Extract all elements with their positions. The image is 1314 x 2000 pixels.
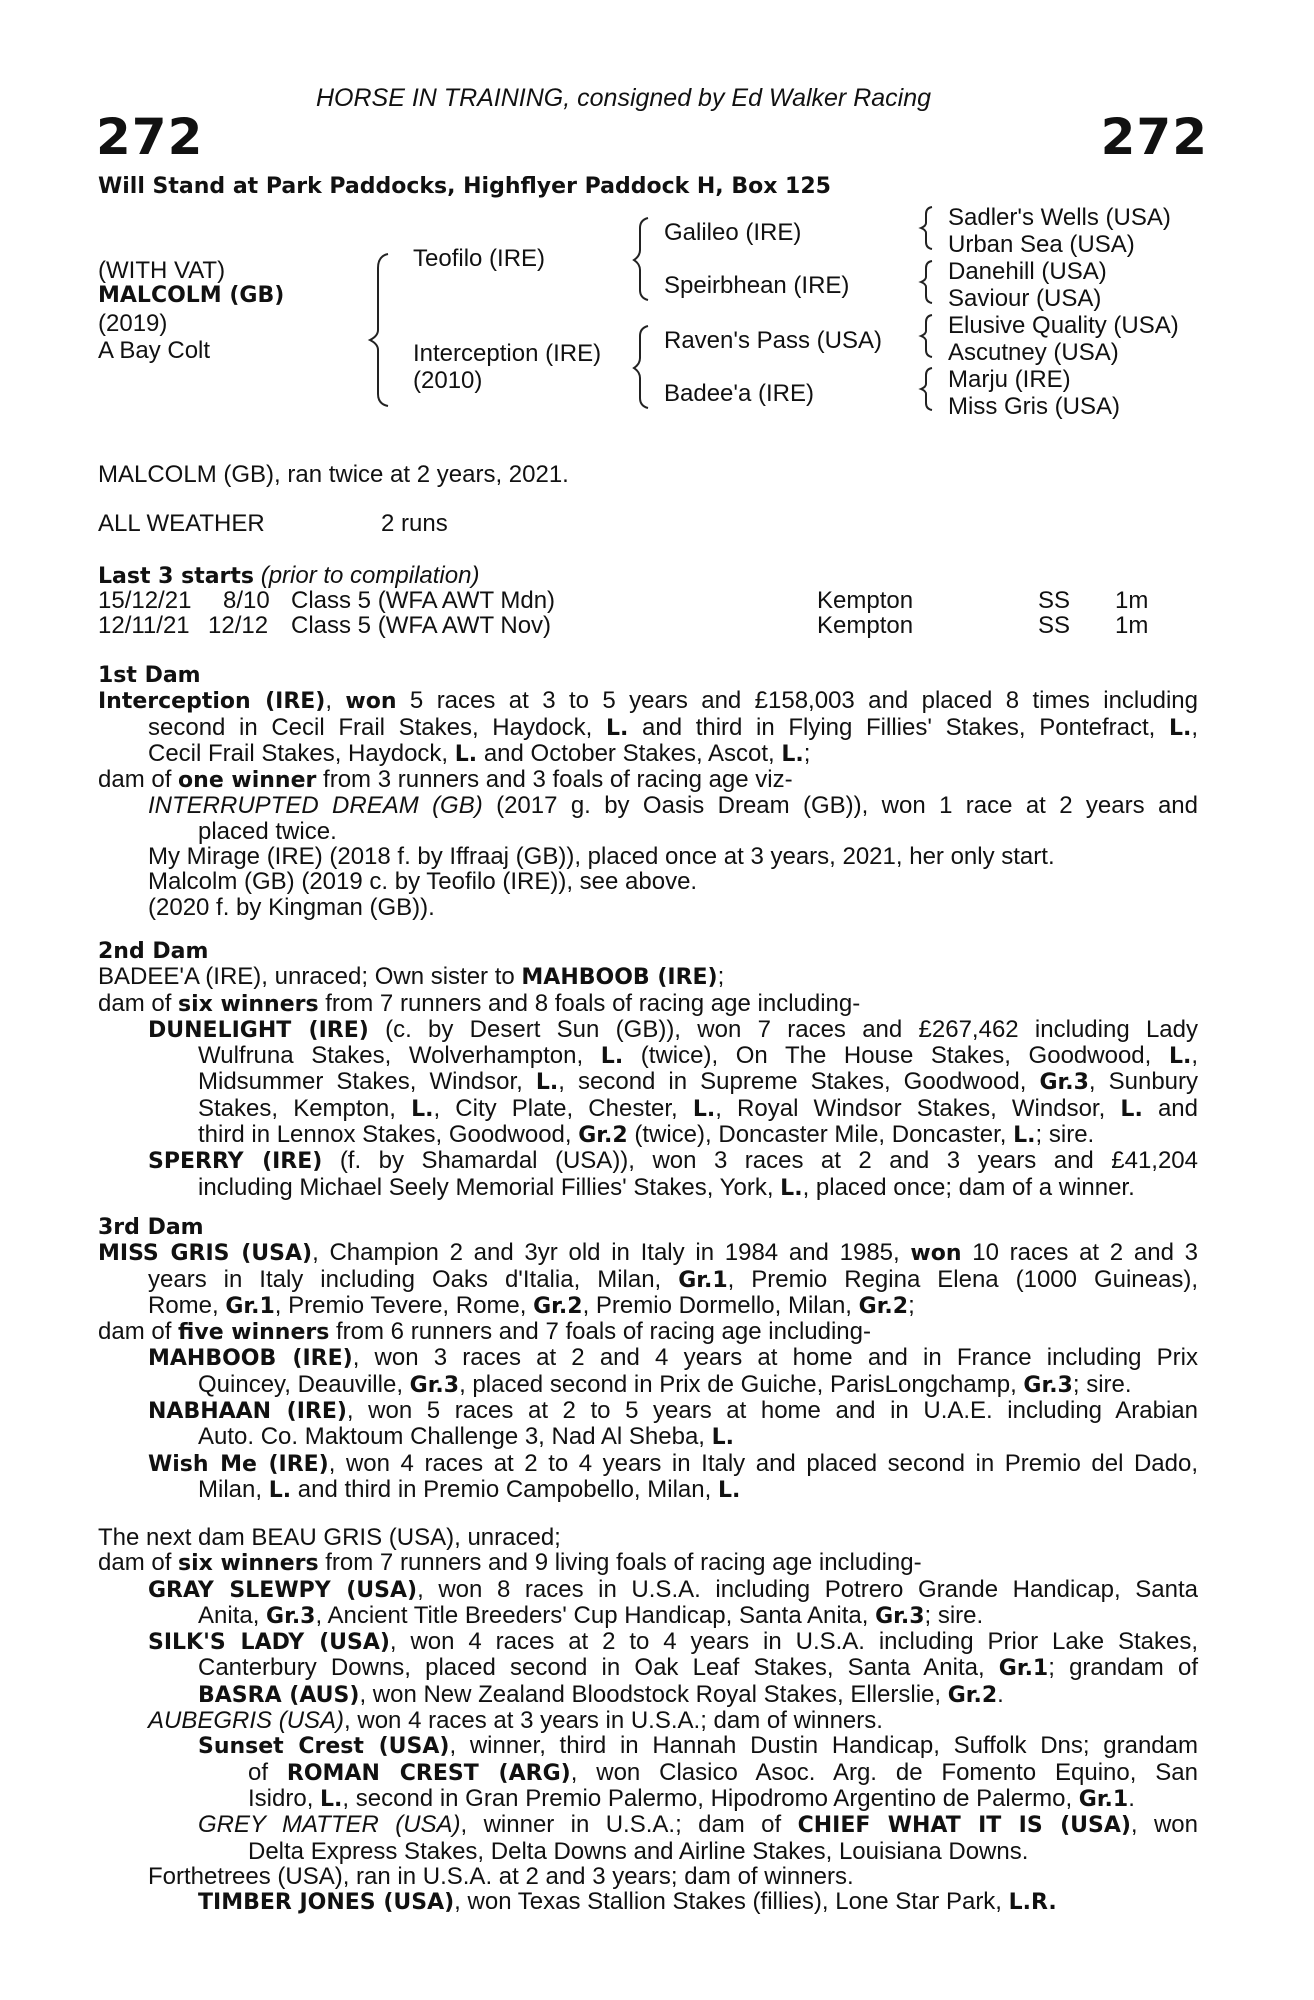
- dam-line: The next dam BEAU GRIS (USA), unraced;: [98, 1524, 561, 1551]
- dam-line: third in Lennox Stakes, Goodwood, Gr.2 (twice), Doncaster Mile, Doncaster, L.; sire.: [198, 1121, 1095, 1149]
- gen3-8: Miss Gris (USA): [948, 393, 1120, 420]
- horse-description: A Bay Colt: [98, 337, 211, 364]
- vat-note: (WITH VAT): [98, 257, 226, 284]
- dam-line: Interception (IRE), won 5 races at 3 to 5 years and £158,003 and placed 8 times including: [98, 687, 1198, 715]
- dam-dam: Badee'a (IRE): [664, 380, 814, 407]
- brace-gen2-sire: [634, 218, 648, 300]
- start-race: Class 5 (WFA AWT Mdn): [291, 587, 556, 614]
- dam-sire: Raven's Pass (USA): [664, 327, 882, 354]
- brace-gen1: [370, 254, 388, 406]
- dam-line: Malcolm (GB) (2019 c. by Teofilo (IRE)), see above.: [148, 868, 698, 896]
- brace-gen3-a: [921, 207, 932, 249]
- brace-gen3-b: [921, 261, 932, 303]
- dam-line: Quincey, Deauville, Gr.3, placed second in Prix de Guiche, ParisLongchamp, Gr.3; sire.: [198, 1370, 1132, 1398]
- dam-line: SPERRY (IRE) (f. by Shamardal (USA)), won 3 races at 2 and 3 years and £41,204: [148, 1147, 1198, 1175]
- dam-line: GREY MATTER (USA), winner in U.S.A.; dam of CHIEF WHAT IT IS (USA), won: [198, 1811, 1198, 1839]
- dam-line: TIMBER JONES (USA), won Texas Stallion Stakes (fillies), Lone Star Park, L.R.: [198, 1888, 1057, 1916]
- gen3-2: Urban Sea (USA): [948, 231, 1135, 258]
- horse-name: MALCOLM (GB): [98, 283, 285, 308]
- dam-line: NABHAAN (IRE), won 5 races at 2 to 5 years at home and in U.A.E. including Arabian: [148, 1397, 1198, 1425]
- dam-year: (2010): [413, 367, 483, 394]
- start-distance: 1m: [1115, 612, 1149, 639]
- dam-line: MISS GRIS (USA), Champion 2 and 3yr old in Italy in 1984 and 1985, won 10 races at 2 and 3: [98, 1239, 1198, 1267]
- section-heading: 2nd Dam: [98, 939, 209, 964]
- gen3-5: Elusive Quality (USA): [948, 312, 1179, 339]
- dam-line: AUBEGRIS (USA), won 4 races at 3 years in U.S.A.; dam of winners.: [148, 1707, 883, 1735]
- dam-line: Rome, Gr.1, Premio Tevere, Rome, Gr.2, Premio Dormello, Milan, Gr.2;: [148, 1291, 915, 1319]
- horse-year: (2019): [98, 310, 168, 337]
- third-dam-section: [98, 1214, 1198, 1503]
- dam-line: (2020 f. by Kingman (GB)).: [148, 893, 435, 921]
- dam-line: Stakes, Kempton, L., City Plate, Chester, L., Royal Windsor Stakes, Windsor, L. and: [198, 1094, 1199, 1122]
- gen3-1: Sadler's Wells (USA): [948, 204, 1171, 231]
- gen3-6: Ascutney (USA): [948, 339, 1119, 366]
- start-race: Class 5 (WFA AWT Nov): [291, 612, 552, 639]
- dam-line: Auto. Co. Maktoum Challenge 3, Nad Al Sheba, L.: [198, 1423, 735, 1451]
- start-position: 12/12: [208, 612, 269, 639]
- sire-name: Teofilo (IRE): [413, 245, 546, 272]
- dam-line: GRAY SLEWPY (USA), won 8 races in U.S.A. including Potrero Grande Handicap, Santa: [148, 1575, 1199, 1603]
- dam-line: years in Italy including Oaks d'Italia, Milan, Gr.1, Premio Regina Elena (1000 Guineas),: [148, 1265, 1198, 1293]
- dam-line: INTERRUPTED DREAM (GB) (2017 g. by Oasis Dream (GB)), won 1 race at 2 years and: [148, 792, 1199, 820]
- brace-gen3-c: [921, 315, 932, 357]
- start-date: 12/11/21: [98, 612, 190, 639]
- sire-sire: Galileo (IRE): [664, 219, 802, 246]
- start-course: Kempton: [817, 612, 914, 639]
- brace-gen2-dam: [634, 326, 648, 408]
- dam-line: Wulfruna Stakes, Wolverhampton, L. (twice), On The House Stakes, Goodwood, L.,: [198, 1042, 1198, 1070]
- dam-line: Milan, L. and third in Premio Campobello, Milan, L.: [198, 1475, 741, 1503]
- gen3-7: Marju (IRE): [948, 366, 1071, 393]
- dam-line: Anita, Gr.3, Ancient Title Breeders' Cup Handicap, Santa Anita, Gr.3; sire.: [198, 1601, 984, 1629]
- dam-line: BASRA (AUS), won New Zealand Bloodstock Royal Stakes, Ellerslie, Gr.2.: [198, 1680, 1004, 1708]
- section-heading: 1st Dam: [98, 663, 201, 688]
- dam-line: Isidro, L., second in Gran Premio Palermo, Hipodromo Argentino de Palermo, Gr.1.: [248, 1784, 1135, 1812]
- second-dam-section: [98, 938, 1198, 1201]
- sire-dam: Speirbhean (IRE): [664, 272, 850, 299]
- dam-line: second in Cecil Frail Stakes, Haydock, L. and third in Flying Fillies' Stakes, Pontefract, L.,: [148, 713, 1199, 741]
- dam-line: dam of one winner from 3 runners and 3 foals of racing age viz-: [98, 766, 793, 794]
- dam-line: dam of six winners from 7 runners and 8 foals of racing age including-: [98, 989, 861, 1017]
- dam-line: Midsummer Stakes, Windsor, L., second in Supreme Stakes, Goodwood, Gr.3, Sunbury: [198, 1068, 1199, 1096]
- surface-label: ALL WEATHER: [98, 510, 265, 537]
- dam-line: BADEE'A (IRE), unraced; Own sister to MAHBOOB (IRE);: [98, 963, 725, 991]
- lot-number-left: 272: [96, 108, 204, 166]
- dam-line: Canterbury Downs, placed second in Oak Leaf Stakes, Santa Anita, Gr.1; grandam of: [198, 1654, 1198, 1682]
- dam-line: MAHBOOB (IRE), won 3 races at 2 and 4 years at home and in France including Prix: [148, 1344, 1198, 1372]
- start-date: 15/12/21: [98, 587, 192, 614]
- next-dam-section: [98, 1525, 1198, 1915]
- dam-line: dam of five winners from 6 runners and 7 foals of racing age including-: [98, 1318, 871, 1346]
- dam-line: Sunset Crest (USA), winner, third in Hannah Dustin Handicap, Suffolk Dns; grandam: [198, 1732, 1198, 1760]
- dam-line: including Michael Seely Memorial Fillies' Stakes, York, L., placed once; dam of a winner.: [198, 1173, 1135, 1201]
- gen3-3: Danehill (USA): [948, 258, 1107, 285]
- last-starts-heading: Last 3 starts (prior to compilation): [98, 562, 480, 589]
- dam-line: dam of six winners from 7 runners and 9 living foals of racing age including-: [98, 1549, 922, 1577]
- stand-location: Will Stand at Park Paddocks, Highflyer Paddock H, Box 125: [98, 174, 831, 199]
- dam-line: Forthetrees (USA), ran in U.S.A. at 2 and 3 years; dam of winners.: [148, 1862, 854, 1890]
- brace-gen3-d: [921, 368, 932, 410]
- dam-line: DUNELIGHT (IRE) (c. by Desert Sun (GB)), won 7 races and £267,462 including Lady: [148, 1015, 1199, 1043]
- dam-line: Delta Express Stakes, Delta Downs and Airline Stakes, Louisiana Downs.: [248, 1837, 1029, 1865]
- dam-line: Wish Me (IRE), won 4 races at 2 to 4 years in Italy and placed second in Premio del Dado,: [148, 1449, 1198, 1477]
- race-summary: MALCOLM (GB), ran twice at 2 years, 2021.: [98, 461, 569, 488]
- consignment-heading: HORSE IN TRAINING, consigned by Ed Walker Racing: [316, 84, 932, 112]
- start-course: Kempton: [817, 587, 914, 614]
- dam-line: SILK'S LADY (USA), won 4 races at 2 to 4 years in U.S.A. including Prior Lake Stakes,: [148, 1628, 1198, 1656]
- section-heading: 3rd Dam: [98, 1215, 204, 1240]
- lot-number-right: 272: [1100, 108, 1208, 166]
- start-going: SS: [1038, 587, 1071, 614]
- dam-name: Interception (IRE): [413, 340, 602, 367]
- start-position: 8/10: [223, 587, 270, 614]
- start-going: SS: [1038, 612, 1071, 639]
- surface-runs: 2 runs: [381, 510, 448, 537]
- dam-line: Cecil Frail Stakes, Haydock, L. and October Stakes, Ascot, L.;: [148, 739, 811, 767]
- start-distance: 1m: [1115, 587, 1149, 614]
- dam-line: placed twice.: [198, 817, 337, 845]
- dam-line: of ROMAN CREST (ARG), won Clasico Asoc. Arg. de Fomento Equino, San: [248, 1758, 1198, 1786]
- dam-line: My Mirage (IRE) (2018 f. by Iffraaj (GB)), placed once at 3 years, 2021, her only start.: [148, 843, 1055, 871]
- gen3-4: Saviour (USA): [948, 285, 1102, 312]
- first-dam-section: [98, 662, 1198, 920]
